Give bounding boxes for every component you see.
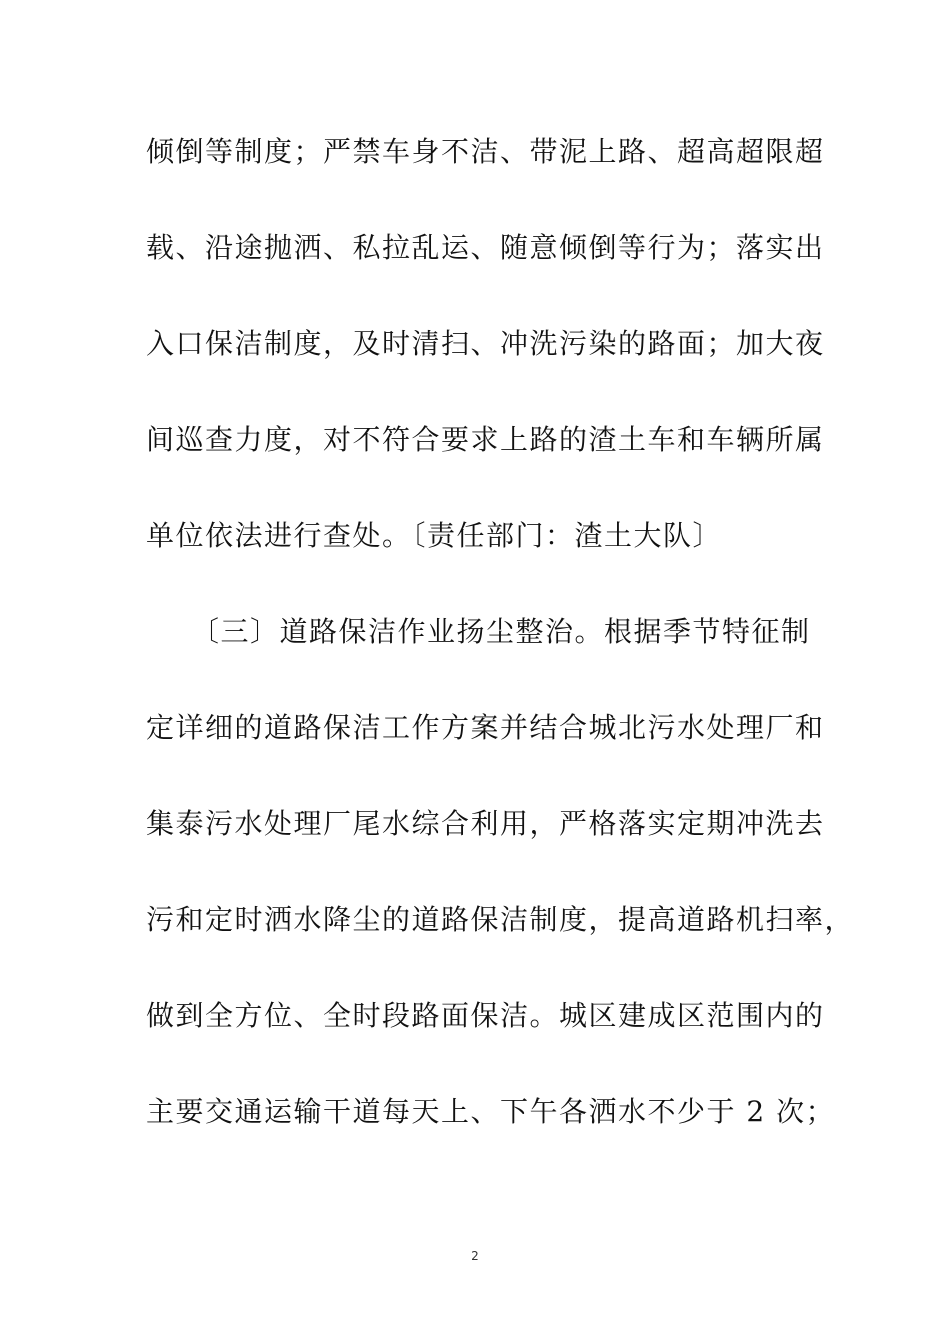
text-line: 集泰污水处理厂尾水综合利用，严格落实定期冲洗去 xyxy=(146,807,825,840)
text-line: 做到全方位、全时段路面保洁。城区建成区范围内的 xyxy=(146,999,825,1032)
text-line: 主要交通运输干道每天上、下午各洒水不少于 2 次； xyxy=(146,1095,836,1128)
text-line: 单位依法进行查处。〔责任部门：渣土大队〕 xyxy=(146,519,723,552)
text-line: 载、沿途抛洒、私拉乱运、随意倾倒等行为；落实出 xyxy=(146,231,825,264)
text-line: 入口保洁制度，及时清扫、冲洗污染的路面；加大夜 xyxy=(146,327,825,360)
section-heading-line: 〔三〕道路保洁作业扬尘整治。根据季节特征制 xyxy=(146,615,811,648)
body-text xyxy=(146,124,855,1180)
text-line: 污和定时洒水降尘的道路保洁制度，提高道路机扫率， xyxy=(146,903,855,936)
text-line: 倾倒等制度；严禁车身不洁、带泥上路、超高超限超 xyxy=(146,135,825,168)
text-line: 间巡查力度，对不符合要求上路的渣土车和车辆所属 xyxy=(146,423,825,456)
page-number: 2 xyxy=(471,1249,479,1263)
text-line: 定详细的道路保洁工作方案并结合城北污水处理厂和 xyxy=(146,711,825,744)
